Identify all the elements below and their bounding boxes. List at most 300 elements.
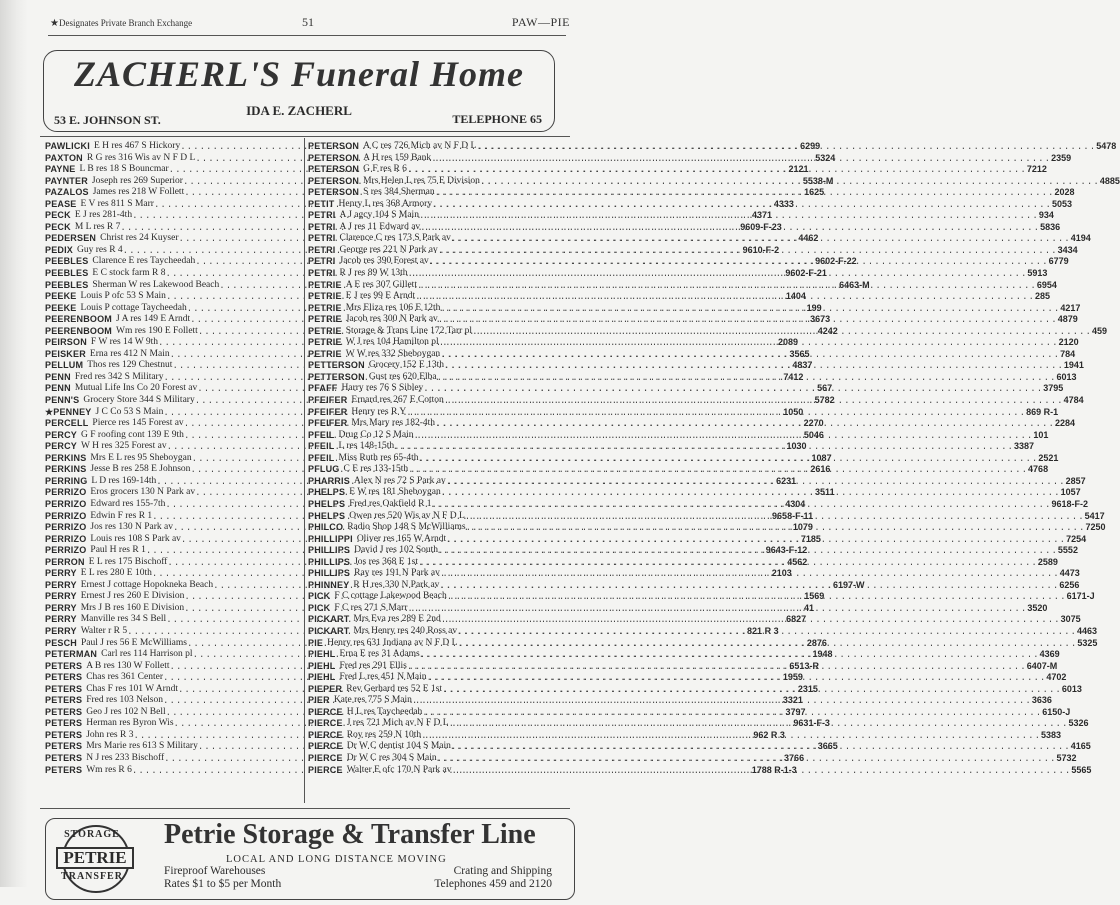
entry-detail: A J agcy 104 S Main bbox=[339, 210, 419, 221]
dot-leader bbox=[476, 141, 1096, 153]
entry-detail: Chas F res 101 W Arndt bbox=[86, 683, 178, 694]
entry-detail: Erna E res 31 Adams bbox=[339, 649, 420, 660]
entry-detail: Drug Co 12 S Main bbox=[338, 429, 414, 440]
entry-detail: N J res 233 Bischoff bbox=[86, 752, 165, 763]
entry-surname: PIERCE bbox=[308, 706, 343, 717]
entry-phone-number: 6299 bbox=[800, 141, 821, 151]
entry-detail: Mrs Marie res 613 S Military bbox=[86, 741, 198, 752]
dot-leader bbox=[420, 649, 1040, 661]
entry-surname: PFEIL bbox=[308, 429, 335, 440]
entry-phone-number: 5732 bbox=[1056, 752, 1077, 763]
entry-phone-number: 7250 bbox=[1085, 522, 1106, 533]
entry-phone-number: 285 bbox=[1035, 291, 1051, 302]
entry-surname: PETRIE bbox=[308, 348, 342, 359]
entry-phone-number: 5836 bbox=[1040, 221, 1061, 232]
entry-surname: PERRING bbox=[45, 475, 88, 486]
entry-surname: PELLUM bbox=[45, 360, 84, 371]
entry-detail: Ernest J cottage Hopokneka Beach bbox=[80, 579, 214, 590]
entry-surname: PESCH bbox=[45, 637, 78, 648]
ad-feature-telephones: Telephones 459 and 2120 bbox=[434, 878, 552, 890]
entry-detail: L D res 169-14th bbox=[91, 475, 157, 486]
entry-phone-number: 7412 bbox=[783, 371, 804, 382]
entry-detail: Mutual Life Ins Co 20 Forest av bbox=[74, 383, 198, 394]
entry-detail: F C cottage Lakewood Beach bbox=[334, 591, 447, 602]
entry-surname: PHILLIPPI bbox=[308, 533, 353, 544]
entry-phone-number: 6013 bbox=[1061, 683, 1082, 694]
entry-phone-number: 5326 bbox=[1068, 718, 1089, 729]
dot-leader bbox=[440, 349, 1060, 361]
entry-surname: ★PENNEY bbox=[45, 406, 92, 417]
dot-leader bbox=[442, 684, 1062, 696]
entry-surname: PETERMAN bbox=[45, 649, 98, 660]
entry-detail: E J res 281-4th bbox=[74, 210, 133, 221]
header-rule bbox=[48, 35, 566, 36]
logo-bottom-text: TRANSFER bbox=[61, 871, 123, 882]
entry-phone-number: 101 bbox=[1033, 429, 1049, 440]
entry-phone-number: 4768 bbox=[1028, 464, 1049, 475]
entry-detail: R J res 89 W 13th bbox=[339, 268, 408, 279]
entry-phone-number: 2089 bbox=[777, 337, 798, 348]
dot-leader bbox=[415, 291, 1035, 303]
entry-phone-number: 1948 bbox=[812, 649, 833, 660]
page-number: 51 bbox=[302, 15, 314, 29]
entry-detail: Alex N res 72 S Park av bbox=[353, 475, 446, 486]
page-edge-shadow bbox=[0, 0, 28, 887]
entry-phone-number: 4702 bbox=[1046, 672, 1067, 683]
entry-surname: PETERSON bbox=[308, 164, 360, 175]
entry-detail: S res 384 Sherman bbox=[363, 187, 435, 198]
entry-detail: James res 218 W Follett bbox=[92, 187, 185, 198]
dot-leader bbox=[407, 164, 1027, 176]
entry-detail: Fred L res 451 N Main bbox=[339, 672, 427, 683]
entry-surname: PIERCE bbox=[308, 752, 343, 763]
entry-detail: Mrs Mary res 182-4th bbox=[351, 418, 436, 429]
dot-leader bbox=[444, 395, 1064, 407]
entry-detail: R H res 330 N Park av bbox=[353, 579, 440, 590]
entry-phone-number: 3565 bbox=[789, 348, 810, 359]
ad-company-name: Petrie Storage & Transfer Line bbox=[164, 819, 536, 850]
entry-surname: PEEBLES bbox=[45, 256, 89, 267]
entry-detail: Thos res 129 Chestnut bbox=[87, 360, 173, 371]
listing-top-rule bbox=[40, 136, 570, 137]
entry-detail: F C res 271 S Marr bbox=[334, 602, 408, 613]
entry-surname: PERCY bbox=[45, 429, 78, 440]
entry-detail: Wm res 190 E Follett bbox=[116, 325, 198, 336]
entry-detail: Louis res 108 S Park av bbox=[90, 533, 181, 544]
entry-surname: PETRIE bbox=[308, 302, 342, 313]
dot-leader bbox=[437, 753, 1057, 765]
entry-surname: PETRI bbox=[308, 210, 336, 221]
entry-phone-number: 5046 bbox=[803, 429, 824, 440]
entry-detail: Pierce res 145 Forest av bbox=[92, 418, 184, 429]
dot-leader bbox=[437, 372, 1057, 384]
entry-phone-number: 9658-F-11 bbox=[772, 510, 814, 521]
dot-leader bbox=[439, 337, 1059, 349]
entry-detail: E L res 175 Bischoff bbox=[88, 556, 168, 567]
dot-leader bbox=[465, 511, 1085, 523]
entry-detail: David J res 102 South bbox=[354, 545, 439, 556]
entry-phone-number: 6197-W bbox=[833, 579, 865, 590]
entry-detail: Erna res 412 N Main bbox=[89, 348, 170, 359]
dot-leader bbox=[451, 741, 1071, 753]
entry-detail: Chas res 361 Center bbox=[86, 672, 163, 683]
dot-leader bbox=[429, 256, 1049, 268]
entry-surname: PFEIL bbox=[308, 441, 335, 452]
entry-phone-number: 6256 bbox=[1059, 579, 1080, 590]
entry-phone-number: 9631-F-3 bbox=[793, 718, 830, 729]
entry-surname: PEEKE bbox=[45, 302, 77, 313]
entry-surname: PETERS bbox=[45, 752, 83, 763]
ad-feature-warehouses: Fireproof Warehouses bbox=[164, 865, 266, 877]
entry-surname: PERRON bbox=[45, 556, 85, 567]
entry-phone-number: 3795 bbox=[1043, 383, 1064, 394]
entry-detail: W H res 325 Forest av bbox=[81, 441, 167, 452]
entry-detail: Herman res Byron Wis bbox=[86, 718, 174, 729]
entry-phone-number: 4462 bbox=[798, 233, 819, 244]
entry-detail: George res 221 N Park av bbox=[339, 244, 438, 255]
dot-leader bbox=[451, 233, 1071, 245]
entry-surname: PIERCE bbox=[308, 741, 343, 752]
dot-leader bbox=[457, 626, 1077, 638]
entry-phone-number: 4165 bbox=[1070, 741, 1091, 752]
entry-detail: Clarence C res 173 S Park av bbox=[339, 233, 451, 244]
entry-phone-number: 784 bbox=[1060, 348, 1076, 359]
entry-phone-number: 3511 bbox=[815, 487, 835, 498]
entry-phone-number: 2589 bbox=[1037, 556, 1058, 567]
entry-surname: PERRIZO bbox=[45, 545, 87, 556]
entry-phone-number: 9643-F-12 bbox=[765, 545, 808, 556]
entry-phone-number: 6779 bbox=[1048, 256, 1069, 267]
entry-surname: PIEPER bbox=[308, 683, 343, 694]
entry-surname: PHILLIPS bbox=[308, 556, 351, 567]
entry-detail: E C stock farm R 8 bbox=[92, 268, 166, 279]
entry-detail: L res 148-15th bbox=[338, 441, 395, 452]
entry-surname: PETIT bbox=[308, 198, 335, 209]
entry-phone-number: 2876 bbox=[806, 637, 827, 648]
dot-leader bbox=[435, 187, 1055, 199]
dot-leader bbox=[447, 591, 1067, 603]
entry-surname: PETRI bbox=[308, 268, 336, 279]
dot-leader bbox=[432, 499, 1052, 511]
entry-detail: Christ res 24 Kuyser bbox=[100, 233, 179, 244]
entry-phone-number: 869 R-1 bbox=[1026, 406, 1059, 417]
entry-phone-number: 5782 bbox=[814, 395, 835, 406]
dot-leader bbox=[441, 614, 1061, 626]
entry-detail: Storage & Trans Line 172 Tarr pl bbox=[345, 325, 473, 336]
entry-surname: PETRIE bbox=[308, 325, 342, 336]
entry-surname: PETRI bbox=[308, 244, 336, 255]
dot-leader bbox=[466, 522, 1086, 534]
entry-detail: Jacob res 300 N Park av bbox=[345, 314, 438, 325]
entry-surname: PETERS bbox=[45, 672, 83, 683]
entry-phone-number: 4562 bbox=[787, 556, 808, 567]
entry-detail: Clarence E res Taycheedah bbox=[92, 256, 196, 267]
entry-surname: PERRIZO bbox=[45, 522, 87, 533]
dot-leader bbox=[412, 695, 1032, 707]
entry-surname: PEERENBOOM bbox=[45, 325, 113, 336]
ad-address: 53 E. JOHNSON ST. bbox=[54, 113, 161, 127]
entry-detail: Henry L res 368 Armory bbox=[338, 198, 433, 209]
dot-leader bbox=[472, 326, 1092, 338]
entry-phone-number: 6150-J bbox=[1042, 706, 1071, 717]
dot-leader bbox=[441, 487, 1061, 499]
entry-surname: PETERS bbox=[45, 729, 83, 740]
entry-surname: PICK bbox=[308, 591, 331, 602]
dot-leader bbox=[419, 210, 1039, 222]
entry-surname: PEDERSEN bbox=[45, 233, 97, 244]
entry-detail: G F roofing cont 139 E 9th bbox=[81, 429, 184, 440]
entry-surname: PETERS bbox=[45, 683, 83, 694]
entry-phone-number: 2121 bbox=[788, 164, 809, 175]
dot-leader bbox=[418, 557, 1038, 569]
entry-surname: PAXTON bbox=[45, 152, 83, 163]
ad-feature-crating: Crating and Shipping bbox=[453, 865, 552, 877]
entry-surname: PICKART bbox=[308, 614, 350, 625]
entry-detail: Jesse B res 258 E Johnson bbox=[90, 464, 191, 475]
entry-phone-number: 2028 bbox=[1054, 187, 1075, 198]
entry-detail: Edwin F res R 1 bbox=[90, 510, 153, 521]
entry-detail: A H res 159 Bank bbox=[363, 152, 432, 163]
entry-surname: PENN bbox=[45, 371, 71, 382]
dot-leader bbox=[394, 441, 1014, 453]
entry-detail: E L res 280 E 10th bbox=[80, 568, 152, 579]
entry-phone-number: 5324 bbox=[815, 152, 836, 163]
entry-detail: Louis P cottage Taycheedah bbox=[80, 302, 187, 313]
entry-surname: PETRIE bbox=[308, 337, 342, 348]
entry-phone-number: 5478 bbox=[1096, 141, 1117, 151]
entry-detail: H L res Taycheedah bbox=[346, 706, 423, 717]
dot-leader bbox=[440, 568, 1060, 580]
entry-surname: PETRI bbox=[308, 221, 336, 232]
entry-detail: L B res 18 S Bouncmar bbox=[79, 164, 169, 175]
entry-phone-number: 199 bbox=[806, 302, 822, 313]
entry-surname: PENN'S bbox=[45, 395, 80, 406]
entry-detail: Oliver res 165 W Arndt bbox=[356, 533, 447, 544]
entry-surname: PETERSON bbox=[308, 152, 360, 163]
entry-detail: Miss Ruth res 65-4th bbox=[338, 452, 419, 463]
entry-phone-number: 3387 bbox=[1014, 441, 1035, 452]
dot-leader bbox=[427, 672, 1047, 684]
entry-detail: C E res 133-15th bbox=[343, 464, 409, 475]
entry-phone-number: 2120 bbox=[1058, 337, 1079, 348]
entry-phone-number: 459 bbox=[1091, 325, 1107, 336]
entry-phone-number: 6827 bbox=[786, 614, 807, 625]
entry-detail: Roy res 259 N 10th bbox=[346, 729, 422, 740]
entry-detail: Wm res R 6 bbox=[86, 764, 132, 775]
dot-leader bbox=[440, 303, 1060, 315]
dot-leader bbox=[457, 638, 1077, 650]
dot-leader bbox=[406, 407, 1026, 419]
dot-leader bbox=[432, 199, 1052, 211]
pbx-legend-text: Designates Private Branch Exchange bbox=[58, 18, 193, 28]
dot-leader bbox=[480, 176, 1100, 188]
entry-surname: PETRI bbox=[308, 256, 336, 267]
entry-detail: A J res 11 Edward av bbox=[339, 221, 421, 232]
entry-surname: PERRY bbox=[45, 614, 77, 625]
entry-surname: PERKINS bbox=[45, 464, 87, 475]
entry-surname: PERRIZO bbox=[45, 498, 87, 509]
entry-detail: E H res 467 S Hickory bbox=[93, 141, 181, 151]
entry-surname: PHELPS bbox=[308, 487, 346, 498]
entry-surname: PFAFF bbox=[308, 383, 338, 394]
entry-phone-number: 4885 bbox=[1099, 175, 1120, 186]
entry-detail: Ernard res 267 E Cotton bbox=[351, 395, 444, 406]
entry-surname: PERCY bbox=[45, 441, 78, 452]
entry-surname: PERRY bbox=[45, 625, 77, 636]
entry-phone-number: 5538-M bbox=[802, 175, 834, 186]
entry-surname: PHILCO bbox=[308, 522, 344, 533]
dot-leader bbox=[407, 661, 1027, 673]
dot-leader bbox=[418, 453, 1038, 465]
entry-phone-number: 9602-F-21 bbox=[785, 268, 827, 279]
entry-surname: PETERS bbox=[45, 695, 83, 706]
entry-detail: Mrs J B res 160 E Division bbox=[80, 602, 185, 613]
entry-surname: PIEHL bbox=[308, 649, 336, 660]
entry-detail: M L res R 7 bbox=[74, 221, 121, 232]
entry-surname: PERRIZO bbox=[45, 487, 87, 498]
entry-surname: PETTERSON bbox=[308, 371, 365, 382]
entry-surname: PECK bbox=[45, 221, 71, 232]
entry-phone-number: 1079 bbox=[792, 522, 813, 533]
entry-detail: J res 721 Mich av N F D L bbox=[346, 718, 449, 729]
entry-phone-number: 3520 bbox=[1027, 602, 1048, 613]
entry-surname: PIERCE bbox=[308, 718, 343, 729]
entry-detail: Jos res 130 N Park av bbox=[90, 522, 173, 533]
entry-phone-number: 3321 bbox=[782, 695, 803, 706]
alpha-range: PAW—PIE bbox=[511, 15, 570, 29]
entry-detail: A C res 726 Mich av N F D L bbox=[363, 141, 477, 151]
entry-surname: PFEIL bbox=[308, 452, 335, 463]
petrie-storage-ad bbox=[45, 818, 575, 900]
entry-surname: PENN bbox=[45, 383, 71, 394]
entry-phone-number: 5552 bbox=[1057, 545, 1078, 556]
entry-detail: Owen res 520 Wis av N F D L bbox=[349, 510, 465, 521]
entry-detail: Eros grocers 130 N Park av bbox=[90, 487, 196, 498]
entry-surname: PICKART bbox=[308, 625, 350, 636]
entry-phone-number: 5417 bbox=[1084, 510, 1105, 521]
entry-detail: F W res 14 W 9th bbox=[90, 337, 159, 348]
logo-name: PETRIE bbox=[56, 847, 134, 869]
entry-detail: Guy res R 4 bbox=[77, 244, 123, 255]
entry-phone-number: 1404 bbox=[785, 291, 806, 302]
entry-surname: PFLUG bbox=[308, 464, 340, 475]
entry-phone-number: 5913 bbox=[1027, 268, 1048, 279]
entry-phone-number: 567 bbox=[817, 383, 833, 394]
logo-top-text: STORAGE bbox=[64, 829, 120, 840]
entry-phone-number: 6013 bbox=[1056, 371, 1077, 382]
entry-detail: Grocery Store 344 S Military bbox=[83, 395, 195, 406]
dot-leader bbox=[420, 222, 1040, 234]
entry-detail: Fred res 291 Ellis bbox=[339, 660, 407, 671]
entry-detail: J C Co 53 S Main bbox=[95, 406, 164, 417]
ad-telephone: TELEPHONE 65 bbox=[452, 112, 542, 126]
entry-surname: PEEBLES bbox=[45, 268, 89, 279]
column-divider bbox=[304, 138, 305, 803]
entry-surname: PFEIFER bbox=[308, 418, 348, 429]
entry-surname: PHILLIPS bbox=[308, 568, 351, 579]
dot-leader bbox=[408, 268, 1028, 280]
entry-detail: Manville res 34 S Bell bbox=[80, 614, 167, 625]
entry-surname: PIERCE bbox=[308, 729, 343, 740]
dot-leader bbox=[451, 765, 1071, 777]
entry-surname: PETERSON bbox=[308, 187, 360, 198]
entry-phone-number: 1050 bbox=[783, 406, 804, 417]
entry-detail: Fred res 103 Nelson bbox=[86, 695, 163, 706]
entry-phone-number: 9609-F-23 bbox=[740, 221, 782, 232]
entry-detail: Walter E ofc 170 N Park av bbox=[346, 764, 452, 775]
entry-surname: PIEHL bbox=[308, 660, 336, 671]
page-header bbox=[50, 14, 570, 30]
ad-tagline: LOCAL AND LONG DISTANCE MOVING bbox=[226, 854, 447, 865]
dot-leader bbox=[438, 545, 1058, 557]
entry-phone-number: 4242 bbox=[817, 325, 838, 336]
entry-detail: Rev Gerhard res 52 E 1st bbox=[346, 683, 442, 694]
dot-leader bbox=[408, 464, 1028, 476]
entry-phone-number: 1030 bbox=[786, 441, 807, 452]
dot-leader bbox=[431, 153, 1051, 165]
entry-detail: Mrs Eliza res 106 E 12th bbox=[345, 302, 441, 313]
entry-detail: Dr W C res 304 S Main bbox=[346, 752, 437, 763]
entry-detail: Paul H res R 1 bbox=[90, 545, 146, 556]
star-icon: ★ bbox=[50, 18, 59, 29]
dot-leader bbox=[444, 360, 1064, 372]
entry-detail: Carl res 114 Harrison pl bbox=[101, 649, 193, 660]
entry-surname: PETRIE bbox=[308, 314, 342, 325]
entry-detail: E V res 811 S Marr bbox=[80, 198, 154, 209]
ad-feature-rates: Rates $1 to $5 per Month bbox=[164, 878, 282, 890]
entry-phone-number: 1569 bbox=[804, 591, 825, 602]
entry-detail: Mrs Henry res 240 Ross av bbox=[353, 625, 458, 636]
entry-phone-number: 5053 bbox=[1051, 198, 1073, 209]
entry-phone-number: 4784 bbox=[1063, 395, 1084, 406]
entry-phone-number: 6171-J bbox=[1066, 591, 1095, 602]
entry-detail: Henry res R Y bbox=[351, 406, 407, 417]
entry-phone-number: 41 bbox=[804, 602, 815, 613]
entry-surname: PEERENBOOM bbox=[45, 314, 113, 325]
pbx-legend bbox=[50, 18, 192, 29]
entry-detail: E W res 181 Sheboygan bbox=[349, 487, 441, 498]
entry-surname: PIEHL bbox=[308, 672, 336, 683]
entry-phone-number: 3673 bbox=[810, 314, 831, 325]
entry-detail: Fred res Oakfield R 1 bbox=[349, 498, 432, 509]
entry-detail: Joseph res 269 Superior bbox=[91, 175, 183, 186]
dot-leader bbox=[438, 245, 1058, 257]
entry-phone-number: 4369 bbox=[1039, 649, 1060, 660]
entry-surname: PETERS bbox=[45, 718, 83, 729]
entry-phone-number: 2521 bbox=[1038, 452, 1059, 463]
dot-leader bbox=[446, 476, 1066, 488]
entry-surname: PHELPS bbox=[308, 510, 346, 521]
entry-detail: Mrs Helen L res 75 E Division bbox=[363, 175, 480, 186]
entry-surname: PETERSON bbox=[308, 175, 360, 186]
entry-phone-number: 9602-F-22 bbox=[815, 256, 857, 267]
entry-detail: Louis P ofc 53 S Main bbox=[80, 291, 166, 302]
entry-phone-number: 6407-M bbox=[1026, 660, 1058, 671]
entry-detail: W J res 104 Hamilton pl bbox=[345, 337, 439, 348]
entry-detail: Paul J res 56 E McWilliams bbox=[81, 637, 187, 648]
entry-surname: PFEIFER bbox=[308, 395, 348, 406]
entry-surname: PHELPS bbox=[308, 498, 346, 509]
entry-phone-number: 4879 bbox=[1057, 314, 1078, 325]
entry-detail: Gust res 620 Elba bbox=[368, 371, 437, 382]
entry-surname: PETERS bbox=[45, 660, 83, 671]
entry-surname: PEIRSON bbox=[45, 337, 87, 348]
entry-detail: W W res 332 Sheboygan bbox=[345, 348, 441, 359]
entry-detail: Jos res 368 E 1st bbox=[354, 556, 418, 567]
entry-detail: G F res R 6 bbox=[363, 164, 407, 175]
entry-phone-number: 934 bbox=[1038, 210, 1054, 221]
entry-surname: PETRIE bbox=[308, 291, 342, 302]
